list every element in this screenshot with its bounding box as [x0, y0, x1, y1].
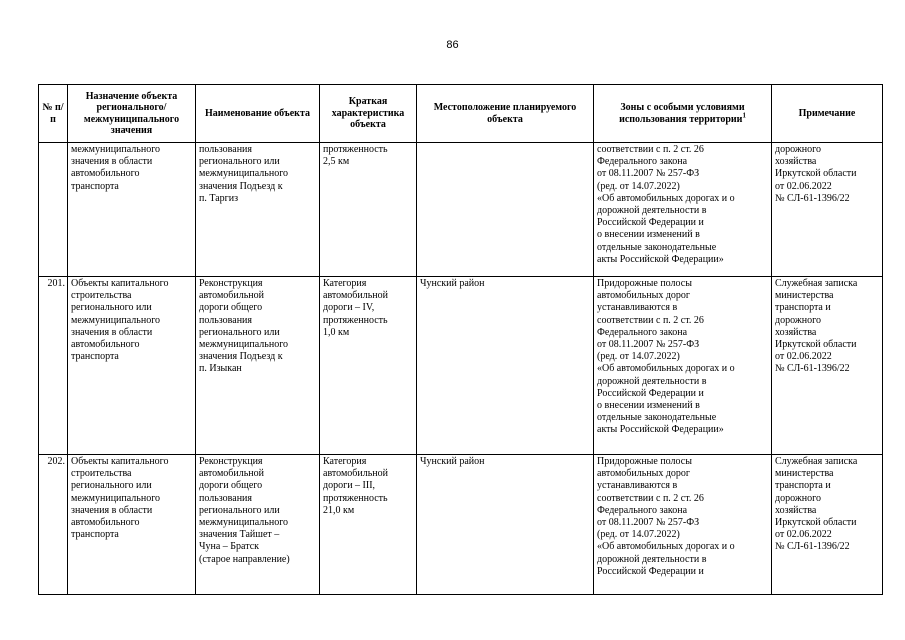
cell-num: 201.: [39, 277, 68, 455]
cell-line: хозяйства: [775, 156, 817, 168]
cell-brief: [320, 455, 417, 595]
cell-line: транспорта: [71, 529, 119, 541]
header-zones-label: Зоны с особыми условиями использования территории: [619, 102, 745, 125]
cell-line: дороги общего: [199, 480, 263, 492]
cell-line: автомобильных дорог: [597, 290, 691, 302]
cell-line: п. Таргиз: [199, 192, 239, 204]
table-row: [39, 143, 883, 277]
cell-num: [39, 143, 68, 277]
cell-line: автомобильной: [323, 468, 388, 480]
cell-line: строительства: [71, 468, 132, 480]
cell-location: [417, 277, 594, 455]
cell-name: [196, 455, 320, 595]
cell-line: регионального или: [199, 504, 280, 516]
cell-note: [772, 277, 883, 455]
cell-line: от 02.06.2022: [775, 180, 832, 192]
cell-line: дорожной деятельности в: [597, 205, 707, 217]
cell-brief: [320, 143, 417, 277]
cell-line: значения в области: [71, 504, 153, 516]
table-header-row: [39, 85, 883, 143]
cell-zones: [594, 143, 772, 277]
objects-table: [38, 84, 883, 595]
cell-location: [417, 455, 594, 595]
cell-line: отдельные законодательные: [597, 241, 717, 253]
cell-line: Категория: [323, 278, 367, 289]
cell-line: пользования: [199, 492, 252, 504]
cell-line: протяженность: [323, 492, 388, 504]
cell-line: автомобильного: [71, 517, 140, 529]
cell-zones: [594, 455, 772, 595]
cell-line: устанавливаются в: [597, 480, 678, 492]
cell-line: значения Подъезд к: [199, 351, 283, 363]
cell-purpose: [68, 143, 196, 277]
cell-line: строительства: [71, 290, 132, 302]
cell-line: транспорта: [71, 180, 119, 192]
cell-line: акты Российской Федерации»: [597, 424, 724, 436]
cell-line: «Об автомобильных дорогах и о: [597, 541, 735, 553]
header-zones-footnote: 1: [742, 111, 746, 120]
cell-line: 21,0 км: [323, 504, 355, 516]
cell-line: Федерального закона: [597, 504, 688, 516]
cell-line: автомобильного: [71, 168, 140, 180]
cell-line: пользования: [199, 314, 252, 326]
cell-line: транспорта и: [775, 302, 831, 314]
cell-note: [772, 143, 883, 277]
cell-line: транспорта: [71, 351, 119, 363]
cell-line: (ред. от 14.07.2022): [597, 351, 680, 363]
cell-line: Федерального закона: [597, 156, 688, 168]
header-num: № п/п: [39, 85, 68, 143]
cell-line: автомобильного: [71, 339, 140, 351]
cell-line: автомобильной: [199, 290, 264, 302]
cell-line: регионального или: [71, 480, 152, 492]
cell-line: автомобильной: [323, 290, 388, 302]
cell-line: Реконструкция: [199, 278, 263, 289]
cell-line: Российской Федерации и: [597, 565, 704, 577]
cell-location: [417, 143, 594, 277]
cell-line: регионального или: [199, 326, 280, 338]
table-row: [39, 455, 883, 595]
header-note: Примечание: [772, 85, 883, 143]
cell-line: (ред. от 14.07.2022): [597, 180, 680, 192]
cell-line: регионального или: [199, 156, 280, 168]
header-name: Наименование объекта: [196, 85, 320, 143]
cell-line: автомобильной: [199, 468, 264, 480]
cell-line: хозяйства: [775, 326, 817, 338]
cell-line: транспорта и: [775, 480, 831, 492]
cell-line: дорожной деятельности в: [597, 553, 707, 565]
cell-line: дороги – III,: [323, 480, 376, 492]
table-row: [39, 277, 883, 455]
cell-line: межмуниципального: [199, 517, 289, 529]
cell-line: Иркутской области: [775, 168, 857, 180]
cell-line: устанавливаются в: [597, 302, 678, 314]
cell-line: [420, 144, 590, 156]
cell-line: № СЛ-61-1396/22: [775, 192, 850, 204]
header-location: Местоположение планируемого объекта: [417, 85, 594, 143]
cell-line: Чунский район: [420, 278, 485, 289]
cell-line: межмуниципального: [71, 314, 161, 326]
cell-line: (старое направление): [199, 553, 290, 565]
cell-line: дороги – IV,: [323, 302, 375, 314]
cell-line: межмуниципального: [199, 339, 289, 351]
cell-purpose: [68, 277, 196, 455]
cell-line: Федерального закона: [597, 326, 688, 338]
cell-line: дорожного: [775, 492, 821, 504]
cell-line: протяженность: [323, 144, 388, 155]
cell-line: акты Российской Федерации»: [597, 253, 724, 265]
page-number: 86: [446, 39, 459, 51]
cell-zones: [594, 277, 772, 455]
cell-line: Служебная записка: [775, 278, 858, 289]
cell-line: 2,5 км: [323, 156, 350, 168]
cell-line: дорожной деятельности в: [597, 375, 707, 387]
cell-line: Чуна – Братск: [199, 541, 259, 553]
cell-line: значения Подъезд к: [199, 180, 283, 192]
cell-num: 202.: [39, 455, 68, 595]
header-purpose: Назначение объекта регионального/ межмуниципального значения: [68, 85, 196, 143]
cell-purpose: [68, 455, 196, 595]
cell-line: значения Тайшет –: [199, 529, 280, 541]
cell-line: о внесении изменений в: [597, 229, 700, 241]
cell-line: Иркутской области: [775, 517, 857, 529]
cell-line: межмуниципального: [199, 168, 289, 180]
cell-line: межмуниципального: [71, 144, 161, 155]
cell-line: межмуниципального: [71, 492, 161, 504]
cell-line: министерства: [775, 290, 834, 302]
cell-name: [196, 277, 320, 455]
cell-line: п. Изыкан: [199, 363, 242, 375]
cell-line: отдельные законодательные: [597, 412, 717, 424]
cell-line: от 08.11.2007 № 257-ФЗ: [597, 339, 700, 351]
cell-line: от 02.06.2022: [775, 351, 832, 363]
cell-line: дорожного: [775, 144, 821, 155]
cell-line: хозяйства: [775, 504, 817, 516]
cell-line: 1,0 км: [323, 326, 350, 338]
header-zones: [594, 85, 772, 143]
cell-line: Категория: [323, 456, 367, 467]
cell-line: автомобильных дорог: [597, 468, 691, 480]
cell-line: Служебная записка: [775, 456, 858, 467]
cell-line: министерства: [775, 468, 834, 480]
cell-line: (ред. от 14.07.2022): [597, 529, 680, 541]
cell-line: «Об автомобильных дорогах и о: [597, 192, 735, 204]
cell-line: соответствии с п. 2 ст. 26: [597, 492, 704, 504]
cell-line: пользования: [199, 144, 252, 155]
cell-line: о внесении изменений в: [597, 400, 700, 412]
cell-line: № СЛ-61-1396/22: [775, 541, 850, 553]
cell-line: от 08.11.2007 № 257-ФЗ: [597, 517, 700, 529]
cell-line: значения в области: [71, 156, 153, 168]
header-brief: Краткая характеристика объекта: [320, 85, 417, 143]
cell-line: протяженность: [323, 314, 388, 326]
cell-line: Придорожные полосы: [597, 278, 692, 289]
cell-line: регионального или: [71, 302, 152, 314]
cell-note: [772, 455, 883, 595]
cell-line: значения в области: [71, 326, 153, 338]
cell-line: Российской Федерации и: [597, 387, 704, 399]
cell-line: от 08.11.2007 № 257-ФЗ: [597, 168, 700, 180]
cell-line: «Об автомобильных дорогах и о: [597, 363, 735, 375]
cell-line: от 02.06.2022: [775, 529, 832, 541]
cell-line: соответствии с п. 2 ст. 26: [597, 144, 704, 155]
cell-line: соответствии с п. 2 ст. 26: [597, 314, 704, 326]
cell-line: № СЛ-61-1396/22: [775, 363, 850, 375]
cell-line: Объекты капитального: [71, 456, 169, 467]
cell-line: Чунский район: [420, 456, 485, 467]
cell-line: Реконструкция: [199, 456, 263, 467]
cell-brief: [320, 277, 417, 455]
cell-line: дорожного: [775, 314, 821, 326]
cell-line: дороги общего: [199, 302, 263, 314]
cell-line: Придорожные полосы: [597, 456, 692, 467]
cell-line: Иркутской области: [775, 339, 857, 351]
cell-line: Объекты капитального: [71, 278, 169, 289]
cell-name: [196, 143, 320, 277]
cell-line: Российской Федерации и: [597, 217, 704, 229]
